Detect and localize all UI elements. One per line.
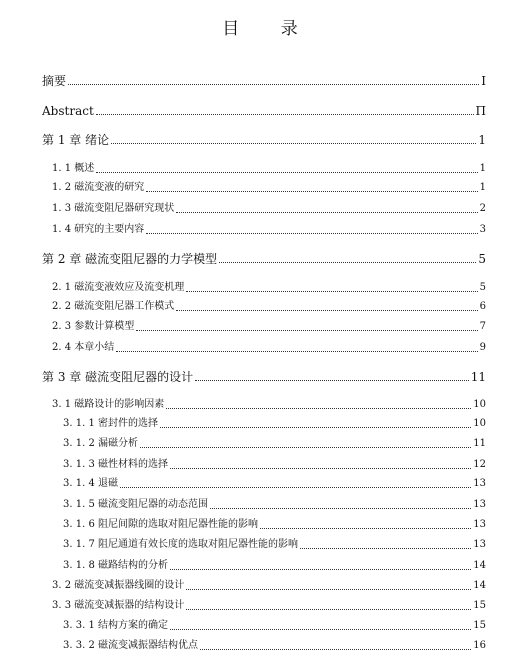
toc-entry-page-number: 1 (479, 163, 486, 174)
toc-entry (52, 579, 486, 593)
toc-entry-page-number: I (481, 74, 486, 88)
toc-entry (42, 133, 486, 147)
dot-leader (195, 380, 469, 381)
toc-entry (52, 300, 486, 314)
toc-entry-page-number: 10 (473, 418, 486, 429)
dot-leader (146, 233, 477, 234)
toc-entry (63, 458, 486, 472)
dot-leader (116, 351, 477, 352)
toc-entry (52, 181, 486, 195)
toc-entry-label: 3. 1. 2 漏磁分析 (63, 438, 138, 449)
toc-entry (63, 477, 486, 491)
toc-entry-page-number: 16 (473, 640, 486, 651)
dot-leader (260, 528, 471, 529)
dot-leader (120, 487, 471, 488)
toc-entry-label: 3. 1. 3 磁性材料的选择 (63, 459, 168, 470)
toc-entry-label: 第 2 章 磁流变阻尼器的力学模型 (42, 252, 218, 266)
toc-entry-page-number: 13 (473, 519, 486, 530)
toc-entry-label: Abstract (42, 104, 94, 118)
toc-entry-page-number: 1 (478, 133, 486, 147)
toc-entry-label: 3. 3. 1 结构方案的确定 (63, 620, 168, 631)
toc-entry-label: 1. 1 概述 (52, 163, 95, 174)
toc-entry (63, 639, 486, 653)
toc-entry-page-number: 10 (473, 399, 486, 410)
toc-entry (42, 370, 486, 384)
toc-entry-label: 1. 2 磁流变液的研究 (52, 182, 145, 193)
dot-leader (176, 310, 477, 311)
toc-entry-page-number: 1 (479, 182, 486, 193)
toc-entry-page-number: 5 (478, 252, 486, 266)
dot-leader (140, 447, 471, 448)
dot-leader (170, 468, 471, 469)
dot-leader (186, 589, 471, 590)
toc-entry (52, 398, 486, 412)
toc-entry-label: 3. 1. 1 密封件的选择 (63, 418, 158, 429)
toc-entry (42, 104, 486, 118)
toc-entry-page-number: 9 (479, 342, 486, 353)
toc-entry (63, 417, 486, 431)
toc-entry-label: 3. 2 磁流变减振器线圈的设计 (52, 580, 185, 591)
toc-entry-page-number: 15 (473, 620, 486, 631)
toc-entry (63, 538, 486, 552)
toc-entry-label: 3. 1. 4 退磁 (63, 478, 118, 489)
toc-entry-page-number: 5 (479, 282, 486, 293)
toc-entry (52, 320, 486, 334)
toc-entry-page-number: 15 (473, 600, 486, 611)
toc-entry-page-number: 13 (473, 499, 486, 510)
dot-leader (146, 191, 477, 192)
toc-entry-label: 第 1 章 绪论 (42, 133, 110, 147)
dot-leader (186, 609, 471, 610)
dot-leader (111, 143, 476, 144)
toc-entry-page-number: Π (475, 104, 486, 118)
toc-entry-label: 1. 4 研究的主要内容 (52, 224, 145, 235)
toc-entry-label: 第 3 章 磁流变阻尼器的设计 (42, 370, 194, 384)
toc-entry (52, 162, 486, 176)
toc-entry-page-number: 14 (473, 580, 486, 591)
toc-entry-label: 1. 3 磁流变阻尼器研究现状 (52, 203, 175, 214)
toc-entry-label: 3. 1. 8 磁路结构的分析 (63, 560, 168, 571)
dot-leader (96, 114, 474, 115)
dot-leader (200, 649, 471, 650)
dot-leader (186, 291, 477, 292)
toc-entry-label: 3. 3 磁流变减振器的结构设计 (52, 600, 185, 611)
dot-leader (170, 629, 471, 630)
toc-entry-page-number: 7 (479, 321, 486, 332)
dot-leader (176, 212, 477, 213)
dot-leader (170, 569, 471, 570)
toc-entry (63, 498, 486, 512)
toc-entry-page-number: 6 (479, 301, 486, 312)
toc-entry (63, 437, 486, 451)
toc-entry-page-number: 11 (473, 438, 486, 449)
toc-entry-label: 摘要 (42, 74, 67, 88)
toc-entry-label: 3. 3. 2 磁流变减振器结构优点 (63, 640, 198, 651)
dot-leader (300, 548, 471, 549)
dot-leader (68, 84, 479, 85)
toc-entry (63, 619, 486, 633)
toc-entry-page-number: 12 (473, 459, 486, 470)
toc-entry-label: 2. 1 磁流变液效应及流变机理 (52, 282, 185, 293)
toc-entry-label: 2. 4 本章小结 (52, 342, 115, 353)
dot-leader (210, 508, 471, 509)
dot-leader (136, 330, 477, 331)
toc-entry-label: 2. 2 磁流变阻尼器工作模式 (52, 301, 175, 312)
toc-entry (42, 252, 486, 266)
toc-entry-label: 3. 1 磁路设计的影响因素 (52, 399, 165, 410)
toc-entry-page-number: 11 (470, 370, 486, 384)
toc-entry-page-number: 13 (473, 539, 486, 550)
toc-entry-label: 3. 1. 6 阻尼间隙的选取对阻尼器性能的影响 (63, 519, 258, 530)
toc-entry-page-number: 3 (479, 224, 486, 235)
toc-entry (52, 223, 486, 237)
toc-entry (52, 202, 486, 216)
dot-leader (219, 262, 476, 263)
dot-leader (166, 408, 471, 409)
toc-entry-label: 2. 3 参数计算模型 (52, 321, 135, 332)
dot-leader (160, 427, 471, 428)
toc-entry (52, 281, 486, 295)
toc-entry-page-number: 13 (473, 478, 486, 489)
toc-entry-page-number: 14 (473, 560, 486, 571)
dot-leader (96, 172, 477, 173)
page-title: 目 录 (222, 19, 316, 39)
toc-entry (52, 599, 486, 613)
toc-entry-label: 3. 1. 7 阻尼通道有效长度的选取对阻尼器性能的影响 (63, 539, 298, 550)
toc-entry (42, 74, 486, 88)
toc-entry (63, 518, 486, 532)
toc-entry (52, 341, 486, 355)
toc-entry-label: 3. 1. 5 磁流变阻尼器的动态范围 (63, 499, 208, 510)
toc-entry (63, 559, 486, 573)
toc-entry-page-number: 2 (479, 203, 486, 214)
